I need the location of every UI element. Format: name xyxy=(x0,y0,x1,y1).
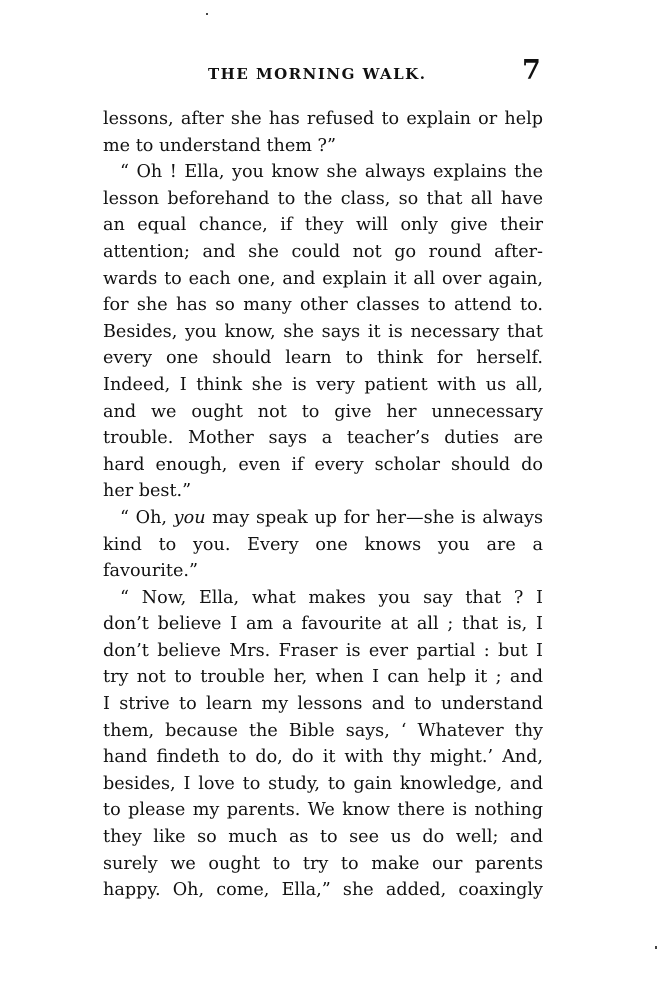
page-number: 7 xyxy=(522,55,541,86)
text-line: lesson beforehand to the class, so that all have xyxy=(103,188,543,209)
running-head xyxy=(0,55,667,92)
text-line: attention; and she could not go round after- xyxy=(103,241,543,262)
text-line xyxy=(103,505,543,532)
text-line: favourite.” xyxy=(103,561,198,582)
text-line: wards to each one, and explain it all over again, xyxy=(103,268,543,289)
text-line: “ Oh ! Ella, you know she always explains the xyxy=(120,162,543,183)
text-line: don’t believe I am a favourite at all ; that is, I xyxy=(103,614,543,635)
text-line: them, because the Bible says, ‘ Whatever thy xyxy=(103,720,543,741)
print-speck xyxy=(206,13,208,15)
text-line: Indeed, I think she is very patient with us all, xyxy=(103,374,543,395)
text-line: me to understand them ?” xyxy=(103,135,336,156)
running-title: THE MORNING WALK. xyxy=(208,65,427,83)
text-line: they like so much as to see us do well; and xyxy=(103,827,543,848)
text-line: don’t believe Mrs. Fraser is ever partial : but I xyxy=(103,640,543,661)
text-line: besides, I love to study, to gain knowledge, and xyxy=(103,773,543,794)
text-line: surely we ought to try to make our parents xyxy=(103,853,543,874)
emphasized-word: you xyxy=(173,507,206,528)
text-line: an equal chance, if they will only give their xyxy=(103,215,543,236)
text-line: hard enough, even if every scholar should do xyxy=(103,454,543,475)
text-line: Besides, you know, she says it is necessary that xyxy=(103,321,543,342)
text-line: I strive to learn my lessons and to understand xyxy=(103,694,543,715)
text-line: try not to trouble her, when I can help it ; and xyxy=(103,667,543,688)
text-line: for she has so many other classes to attend to. xyxy=(103,295,543,316)
text-line: every one should learn to think for herself. xyxy=(103,348,543,369)
text-line: kind to you. Every one knows you are a xyxy=(103,534,543,555)
print-speck xyxy=(655,946,657,949)
body-text xyxy=(103,106,543,904)
text-line: to please my parents. We know there is nothing xyxy=(103,800,543,821)
text-line: hand findeth to do, do it with thy might.’ And, xyxy=(103,747,543,768)
text-line: her best.” xyxy=(103,481,192,502)
text-line: “ Now, Ella, what makes you say that ? I xyxy=(120,587,543,608)
text-line: and we ought not to give her unnecessary xyxy=(103,401,543,422)
text-line: happy. Oh, come, Ella,” she added, coaxingly xyxy=(103,880,543,901)
text-line: lessons, after she has refused to explain or help xyxy=(103,109,543,129)
text-fragment: may speak up for her—she is always xyxy=(205,507,543,528)
text-fragment: “ Oh, xyxy=(120,507,174,528)
text-line: trouble. Mother says a teacher’s duties are xyxy=(103,428,543,449)
